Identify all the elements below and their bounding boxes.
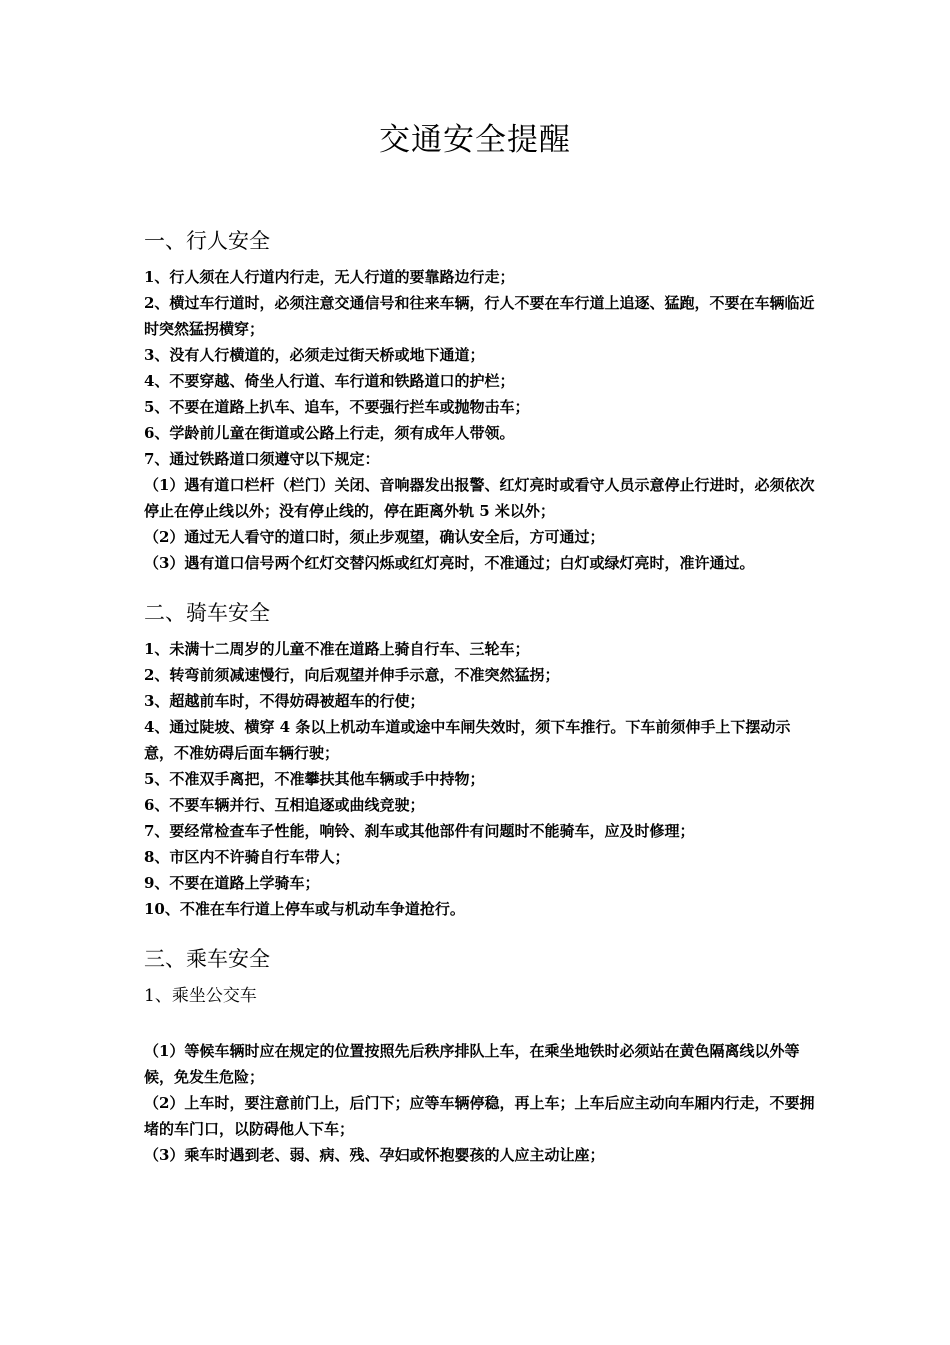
list-item: （2）通过无人看守的道口时，须止步观望，确认安全后，方可通过； — [144, 528, 605, 546]
list-item: 2、转弯前须减速慢行，向后观望并伸手示意，不准突然猛拐； — [144, 666, 560, 684]
list-item: （3）乘车时遇到老、弱、病、残、孕妇或怀抱婴孩的人应主动让座； — [144, 1146, 605, 1164]
list-item: 3、没有人行横道的，必须走过街天桥或地下通道； — [144, 346, 485, 364]
list-item: 6、不要车辆并行、互相追逐或曲线竞驶； — [144, 796, 425, 814]
document-title: 交通安全提醒 — [379, 122, 571, 158]
list-item: 1、未满十二周岁的儿童不准在道路上骑自行车、三轮车； — [144, 640, 530, 658]
list-item: 4、通过陡坡、横穿 4 条以上机动车道或途中车闸失效时，须下车推行。下车前须伸手上下摆动示意，不准妨碍后面车辆行驶； — [144, 718, 791, 762]
list-item: 3、超越前车时，不得妨碍被超车的行使； — [144, 692, 425, 710]
section-heading: 三、乘车安全 — [144, 947, 270, 971]
list-item: 1、行人须在人行道内行走，无人行道的要靠路边行走； — [144, 268, 515, 286]
list-item: 7、通过铁路道口须遵守以下规定： — [144, 450, 380, 468]
section-heading: 一、行人安全 — [144, 229, 270, 253]
section-cycling-safety — [144, 598, 816, 922]
section-heading: 二、骑车安全 — [144, 601, 270, 625]
list-item: 5、不准双手离把，不准攀扶其他车辆或手中持物； — [144, 770, 485, 788]
list-item: （2）上车时，要注意前门上，后门下；应等车辆停稳，再上车；上车后应主动向车厢内行走，不要拥堵的车门口，以防碍他人下车； — [144, 1094, 815, 1138]
document-body — [144, 226, 816, 1168]
section-passenger-safety — [144, 944, 816, 1168]
list-item: 8、市区内不许骑自行车带人； — [144, 848, 350, 866]
sub-heading: 1、乘坐公交车 — [144, 986, 257, 1006]
list-item: 4、不要穿越、倚坐人行道、车行道和铁路道口的护栏； — [144, 372, 515, 390]
list-item: （1）等候车辆时应在规定的位置按照先后秩序排队上车，在乘坐地铁时必须站在黄色隔离线以外等候，免发生危险； — [144, 1042, 800, 1086]
section-pedestrian-safety — [144, 226, 816, 576]
list-item: 5、不要在道路上扒车、追车，不要强行拦车或抛物击车； — [144, 398, 530, 416]
list-item: 6、学龄前儿童在街道或公路上行走，须有成年人带领。 — [144, 424, 515, 442]
list-item: （3）遇有道口信号两个红灯交替闪烁或红灯亮时，不准通过；白灯或绿灯亮时，准许通过。 — [144, 554, 755, 572]
list-item: 7、要经常检查车子性能，响铃、刹车或其他部件有问题时不能骑车，应及时修理； — [144, 822, 695, 840]
list-item: （1）遇有道口栏杆（栏门）关闭、音响器发出报警、红灯亮时或看守人员示意停止行进时，必须依次停止在停止线以外；没有停止线的，停在距离外轨 5 米以外； — [144, 476, 815, 520]
list-item: 10、不准在车行道上停车或与机动车争道抢行。 — [144, 900, 465, 918]
list-item: 9、不要在道路上学骑车； — [144, 874, 320, 892]
list-item: 2、横过车行道时，必须注意交通信号和往来车辆，行人不要在车行道上追逐、猛跑，不要在车辆临近时突然猛拐横穿； — [144, 294, 815, 338]
